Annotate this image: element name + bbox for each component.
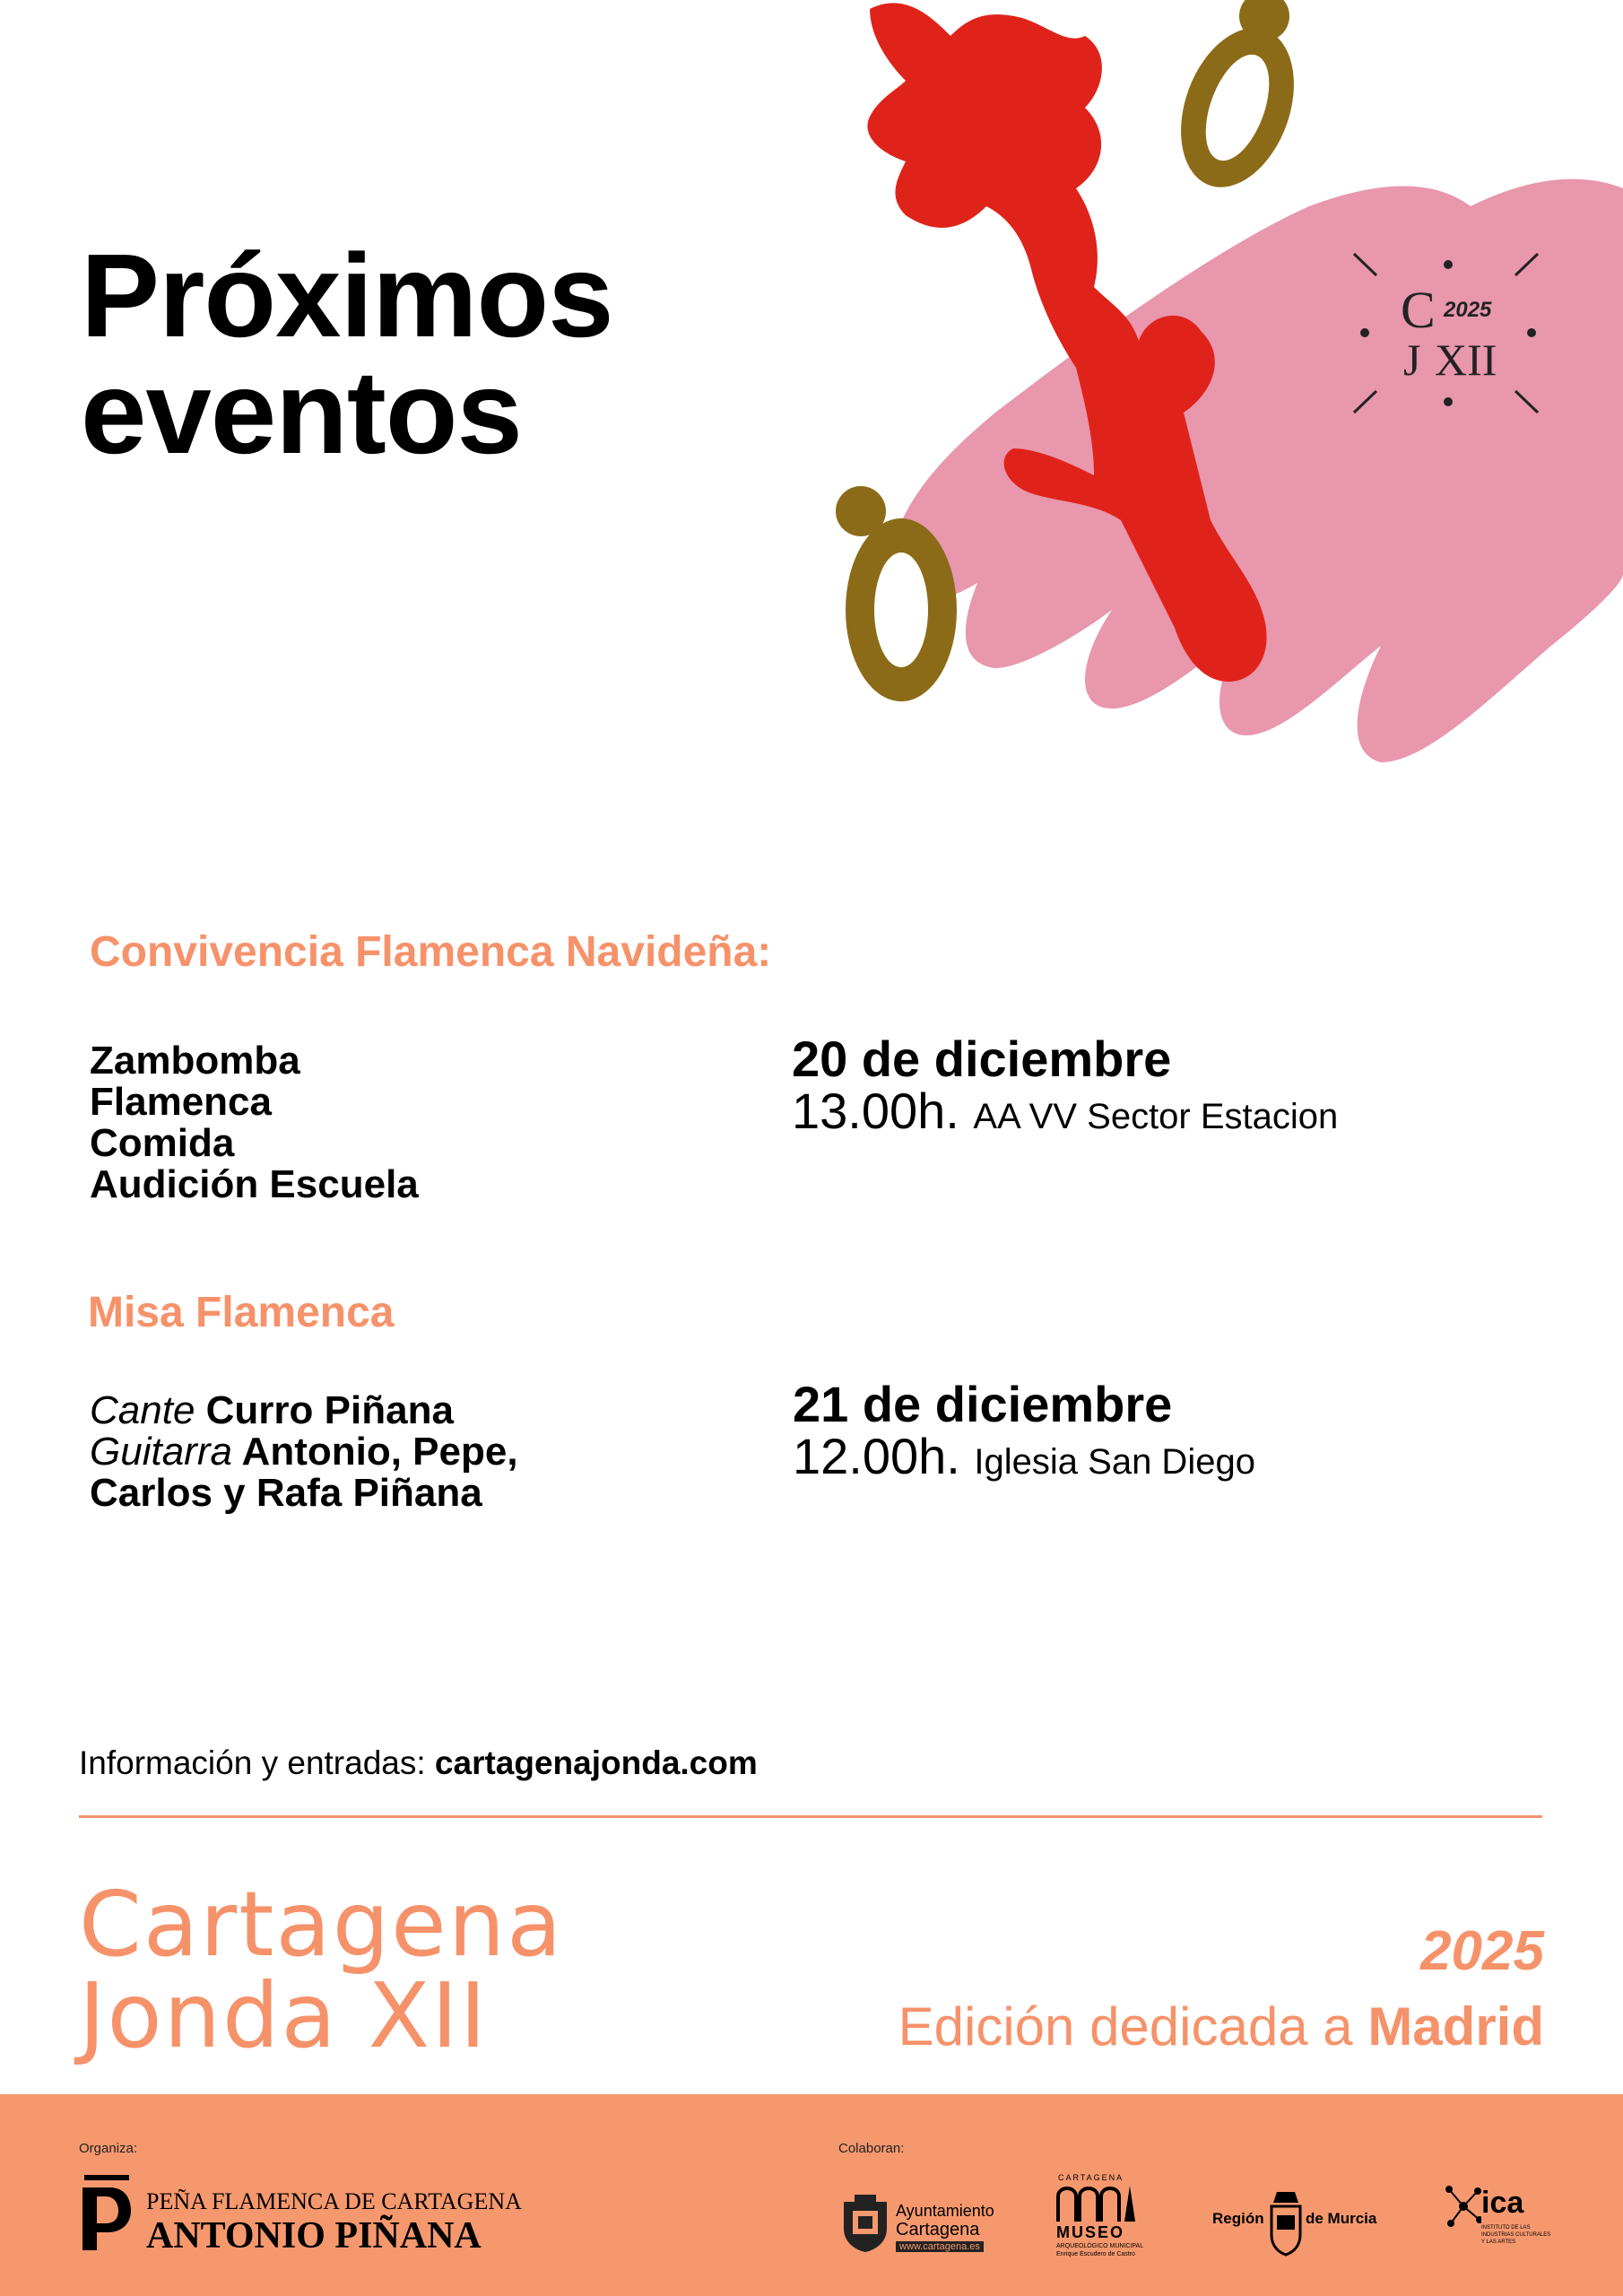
event-1-items <box>90 1040 419 1205</box>
edition-prefix: Edición dedicada a <box>898 1996 1353 2057</box>
event-1-venue: AA VV Sector Estacion <box>973 1097 1339 1136</box>
flower-hand-illustration <box>807 0 1623 933</box>
ayuntamiento-line-2: Cartagena <box>896 2220 980 2239</box>
event-2-line: Carlos y Rafa Piñana <box>90 1471 482 1515</box>
event-2-singer: Curro Piñana <box>205 1388 454 1432</box>
organizer-line-2: ANTONIO PIÑANA <box>146 2215 482 2257</box>
svg-text:2025: 2025 <box>1444 298 1492 322</box>
title-line-2: eventos <box>81 346 522 478</box>
earring-top-icon <box>1160 0 1315 203</box>
museo-arches-icon <box>1056 2182 1142 2222</box>
info-link[interactable]: cartagenajonda.com <box>434 1744 758 1781</box>
event-1-time-venue <box>792 1085 1338 1143</box>
museo-top-text: CARTAGENA <box>1058 2173 1124 2182</box>
event-2-role-guitarra: Guitarra <box>90 1430 232 1474</box>
event-2-venue: Iglesia San Diego <box>974 1442 1255 1482</box>
festival-name-line-1: Cartagena <box>79 1872 564 1977</box>
ica-sub-1: INSTITUTO DE LAS <box>1481 2225 1531 2231</box>
event-1-item: Flamenca <box>90 1080 272 1124</box>
city-shield-icon <box>838 2193 892 2254</box>
event-2-schedule <box>793 1378 1255 1488</box>
festival-edition <box>898 1996 1544 2057</box>
organiza-label: Organiza: <box>79 2141 138 2156</box>
event-1-title: Convivencia Flamenca Navideña: <box>90 928 772 976</box>
edition-city: Madrid <box>1367 1996 1544 2057</box>
museo-sub-1: ARQUEOLÓGICO MUNICIPAL <box>1056 2243 1144 2249</box>
event-1-item: Zambomba <box>90 1039 300 1083</box>
murcia-crest-icon <box>1268 2188 1304 2257</box>
ica-sub-3: Y LAS ARTES <box>1481 2239 1516 2245</box>
organizer-line-1: PEÑA FLAMENCA DE CARTAGENA <box>146 2188 522 2214</box>
museo-name: MUSEO <box>1056 2223 1125 2241</box>
ica-network-icon <box>1445 2184 1481 2229</box>
event-2-line <box>90 1431 518 1473</box>
event-2-title: Misa Flamenca <box>88 1289 395 1336</box>
region-murcia-logo <box>1212 2188 1383 2260</box>
divider <box>79 1815 1542 1818</box>
festival-name <box>79 1872 564 2068</box>
ica-name: ica <box>1481 2186 1524 2220</box>
event-2-line <box>90 1390 518 1431</box>
event-1-date: 20 de diciembre <box>792 1031 1172 1087</box>
page-title <box>81 230 613 478</box>
svg-text:XII: XII <box>1435 335 1497 385</box>
museo-logo <box>1056 2173 1146 2263</box>
event-1-schedule <box>792 1033 1338 1143</box>
footer <box>0 2094 1623 2296</box>
event-2-performers <box>90 1390 518 1514</box>
ica-logo <box>1445 2184 1553 2256</box>
event-2-guitarists: Antonio, Pepe, <box>241 1430 518 1474</box>
info-line <box>79 1744 758 1782</box>
event-2-role-cante: Cante <box>90 1388 195 1432</box>
ica-sub-2: INDUSTRIAS CULTURALES <box>1481 2232 1551 2238</box>
event-1-time: 13.00h. <box>792 1083 959 1139</box>
svg-text:J: J <box>1403 335 1421 385</box>
event-2-date: 21 de diciembre <box>793 1376 1173 1432</box>
hand-shape <box>888 179 1623 762</box>
event-1-item: Audición Escuela <box>90 1162 419 1206</box>
museo-sub-2: Enrique Escudero de Castro <box>1056 2251 1135 2257</box>
event-2-time-venue <box>793 1428 1255 1488</box>
event-2-time: 12.00h. <box>793 1428 960 1484</box>
event-1-item: Comida <box>90 1121 235 1165</box>
ayuntamiento-line-1: Ayuntamiento <box>896 2202 994 2220</box>
info-label: Información y entradas: <box>79 1744 426 1781</box>
ayuntamiento-url: www.cartagena.es <box>896 2241 984 2252</box>
svg-text:C: C <box>1401 281 1436 339</box>
pena-logo-icon <box>79 2175 133 2251</box>
colaboran-label: Colaboran: <box>838 2141 905 2156</box>
region-suffix: de Murcia <box>1306 2210 1377 2227</box>
title-line-1: Próximos <box>81 230 613 361</box>
festival-year: 2025 <box>1420 1920 1544 1982</box>
region-prefix: Región <box>1212 2210 1264 2227</box>
ayuntamiento-logo <box>838 2193 1000 2256</box>
festival-name-line-2: Jonda XII <box>79 1963 489 2068</box>
